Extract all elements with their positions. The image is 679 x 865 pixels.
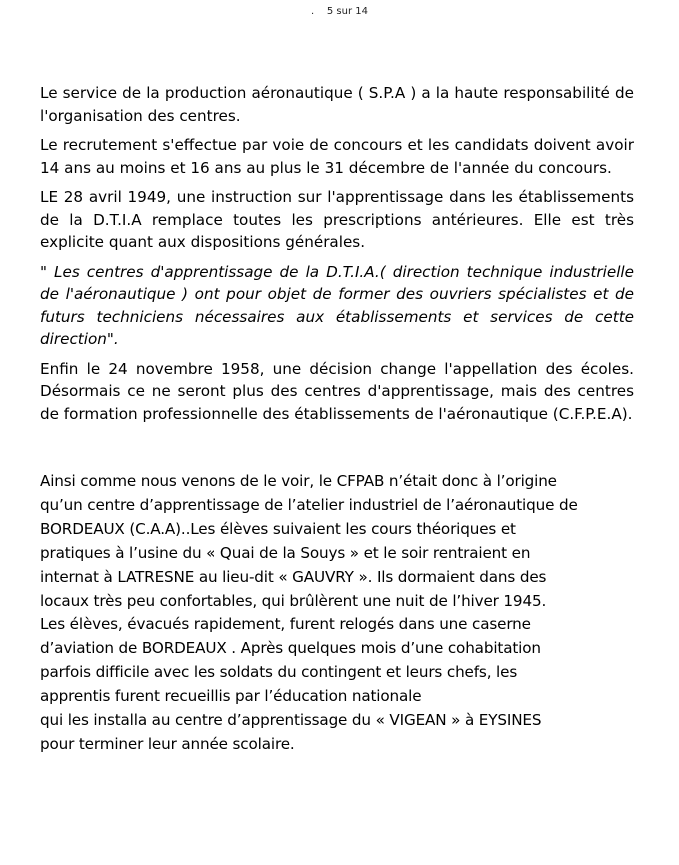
- closing-line: qui les installa au centre d’apprentissage du « VIGEAN » à EYSINES: [40, 711, 542, 730]
- closing-line: internat à LATRESNE au lieu-dit « GAUVRY ». Ils dormaient dans des: [40, 567, 547, 586]
- closing-line: pratiques à l’usine du « Quai de la Souys » et le soir rentraient en: [40, 543, 531, 562]
- closing-line: locaux très peu confortables, qui brûlèrent une nuit de l’hiver 1945.: [40, 591, 547, 610]
- quote-open: ": [40, 262, 55, 281]
- closing-line: Ainsi comme nous venons de le voir, le CFPAB n’était donc à l’origine: [40, 472, 557, 490]
- closing-line: pour terminer leur année scolaire.: [40, 734, 295, 753]
- document-body: [40, 82, 634, 757]
- closing-line: Les élèves, évacués rapidement, furent relogés dans une caserne: [40, 615, 531, 634]
- paragraph-quote: [40, 261, 634, 351]
- paragraph-spa: Le service de la production aéronautique ( S.P.A ) a la haute responsabilité de l'organisation des centres.: [40, 84, 634, 125]
- paragraph-decision-1958: Enfin le 24 novembre 1958, une décision change l'appellation des écoles. Désormais ce ne seront plus des centres d'apprentissage, mais des centres de formation professionnelle des établissements de l'aéronautique (C.F.P.E.A).: [40, 359, 634, 423]
- closing-line: apprentis furent recueillis par l’éducation nationale: [40, 687, 422, 706]
- closing-line: qu’un centre d’apprentissage de l’atelier industriel de l’aéronautique de: [40, 495, 578, 514]
- paragraph-recrutement: Le recrutement s'effectue par voie de concours et les candidats doivent avoir 14 ans au moins et 16 ans au plus le 31 décembre de l'année du concours.: [40, 136, 634, 177]
- section-spacer: [40, 432, 634, 470]
- closing-line: BORDEAUX (C.A.A)..Les élèves suivaient les cours théoriques et: [40, 519, 516, 538]
- paragraph-instruction-1949: LE 28 avril 1949, une instruction sur l'apprentissage dans les établissements de la D.T.I.A remplace toutes les prescriptions antérieures. Elle est très explicite quant aux dispositions générales.: [40, 188, 634, 251]
- quote-text: Les centres d'apprentissage de la D.T.I.A.( direction technique industrielle de l'aéronautique ) ont pour objet de former des ouvriers spécialistes et de futurs techniciens nécessaires aux établissements et services de cette direction: [40, 262, 634, 348]
- closing-line: d’aviation de BORDEAUX . Après quelques mois d’une cohabitation: [40, 639, 541, 658]
- quote-close: ".: [106, 330, 119, 348]
- page-number: . 5 sur 14: [311, 6, 368, 17]
- closing-line: parfois difficile avec les soldats du contingent et leurs chefs, les: [40, 663, 518, 682]
